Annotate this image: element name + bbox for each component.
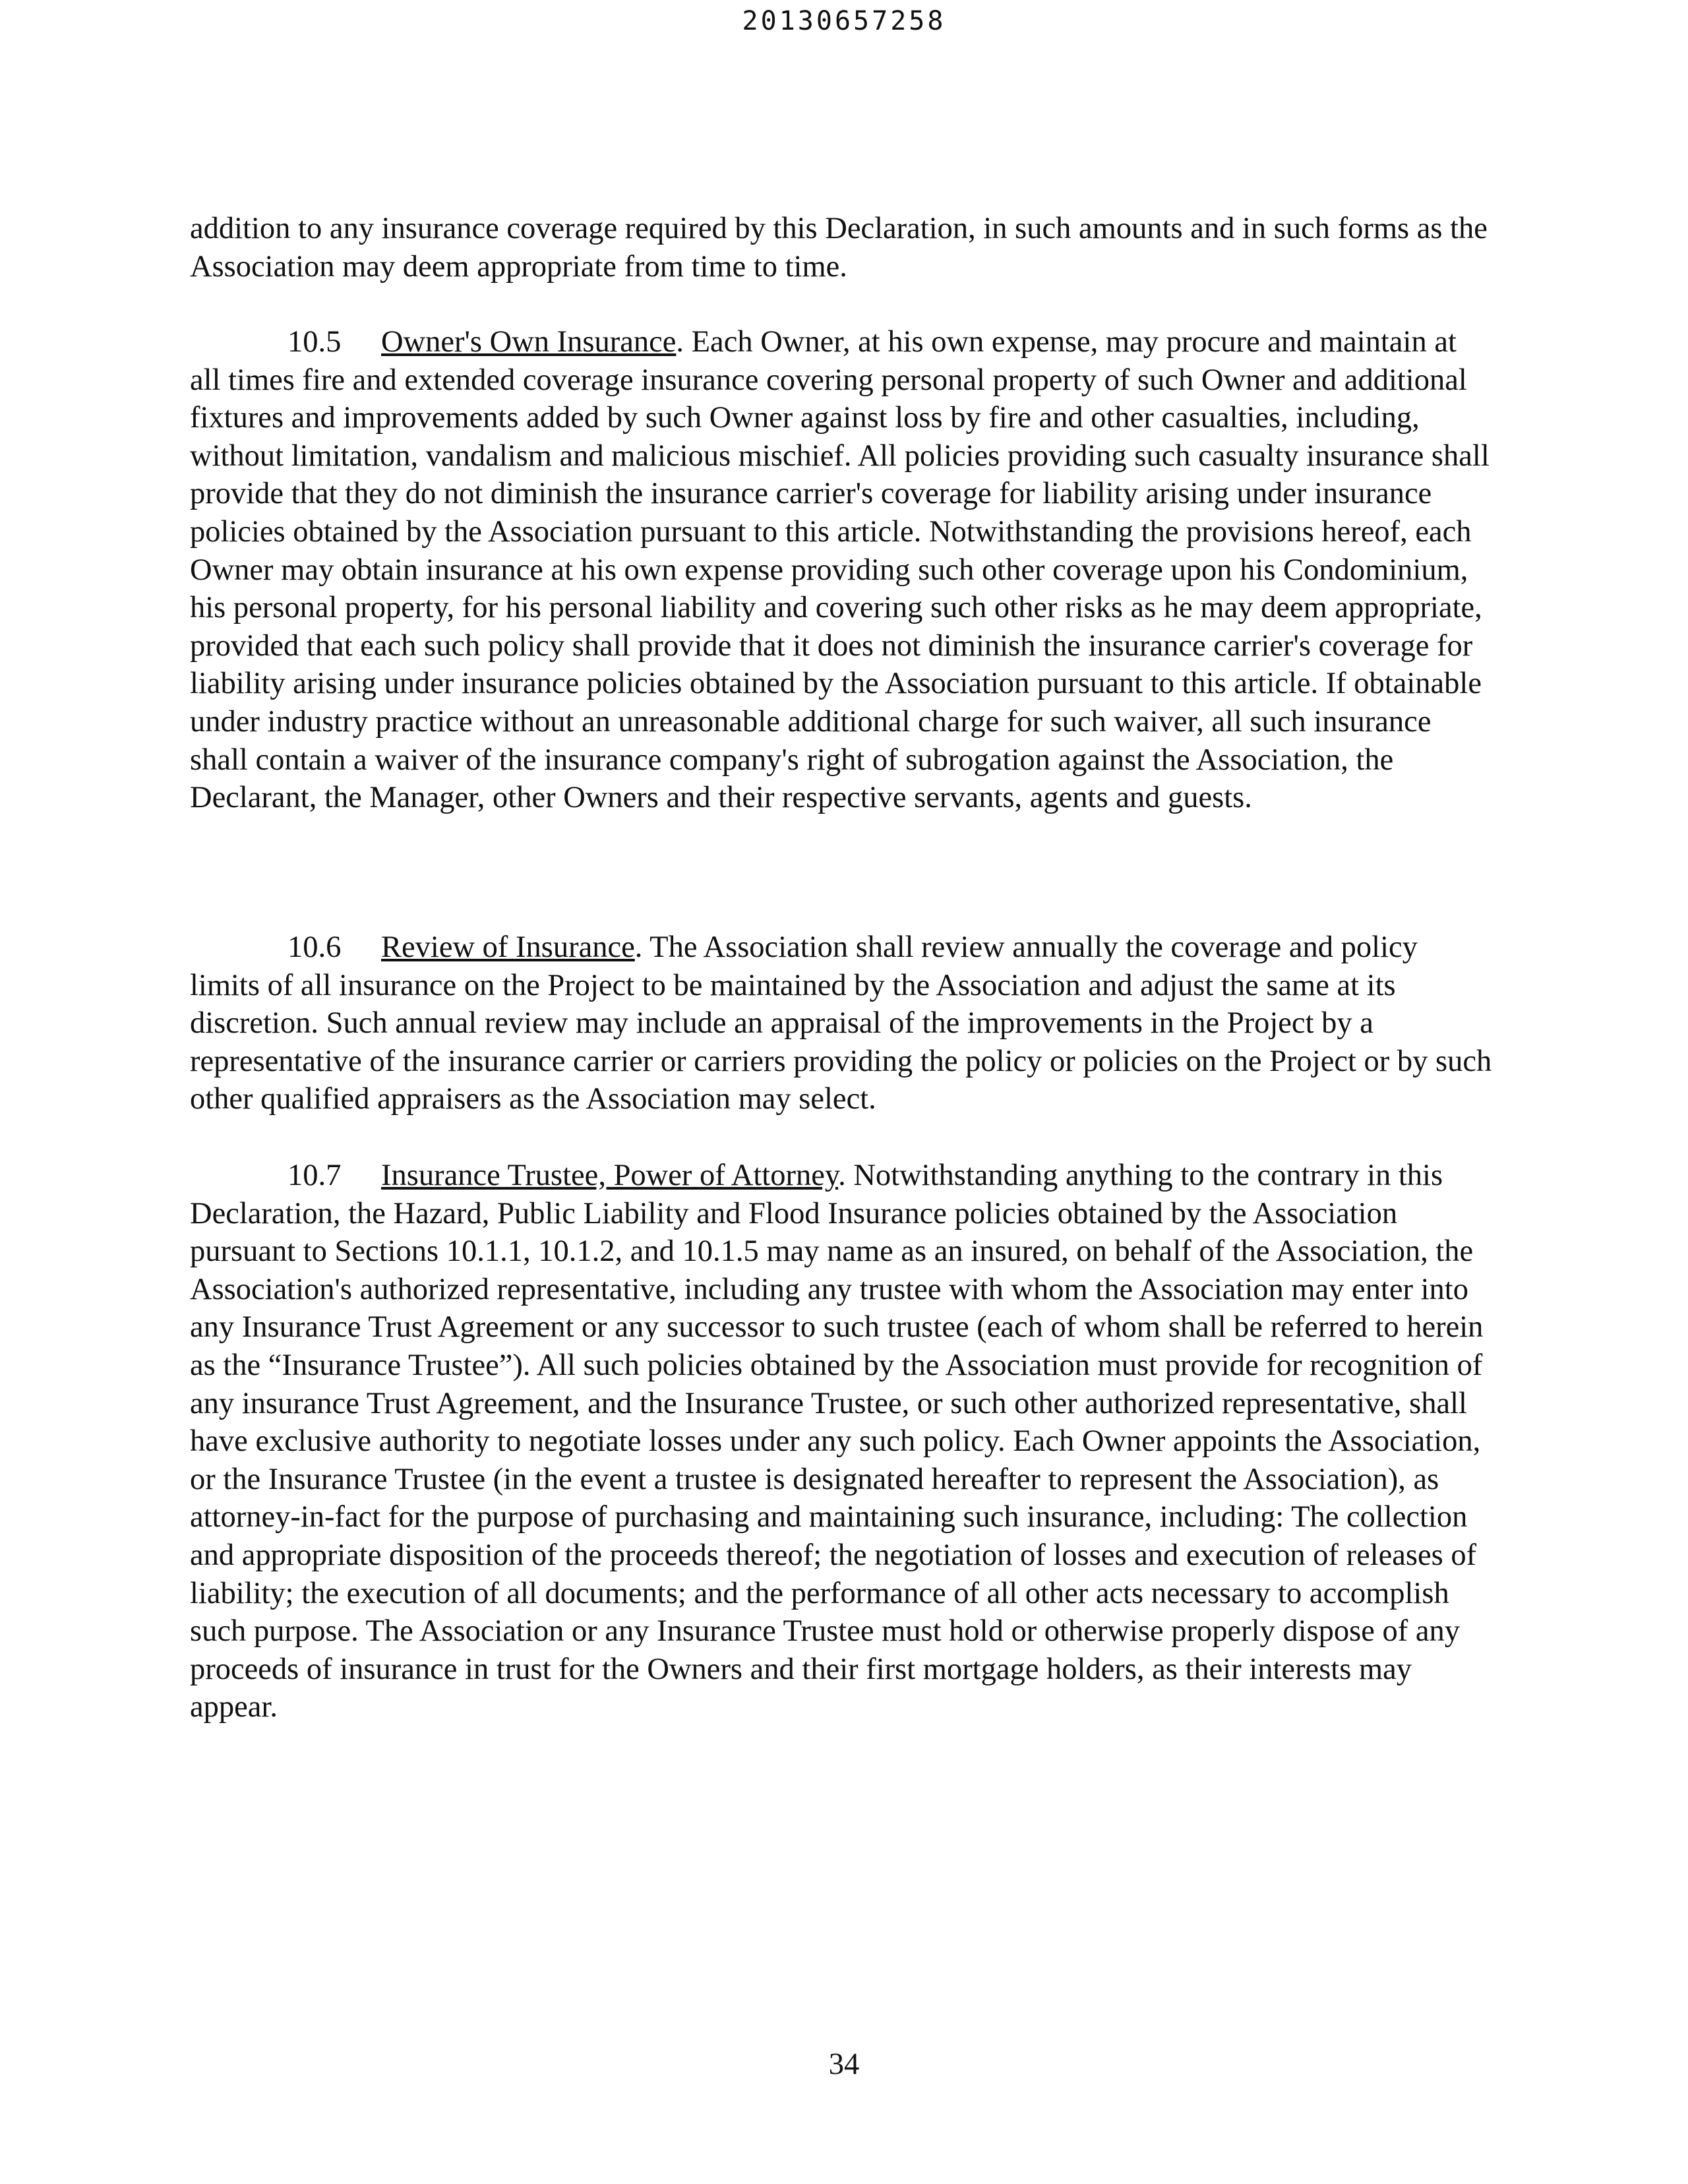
section-number: 10.7 [287,1159,342,1192]
section-number: 10.5 [287,325,342,359]
section-10-5 [190,323,1492,817]
section-heading: Insurance Trustee, Power of Attorney [381,1159,839,1192]
section-number: 10.6 [287,930,342,964]
section-10-6 [190,928,1492,1118]
paragraph-continued [190,210,1492,286]
section-text: . Notwithstanding anything to the contrary in this Declaration, the Hazard, Public Liability and Flood Insurance policies obtained by the Association pursuant to Sections 10.1.1, 10.1.2, and 10.1.5 may name as an insured, on behalf of the Association, the Association's authorized representative, including any trustee with whom the Association may enter into any Insurance Trust Agreement or any successor to such trustee (each of whom shall be referred to herein as the “Insurance Trustee”). All such policies obtained by the Association must provide for recognition of any insurance Trust Agreement, and the Insurance Trustee, or such other authorized representative, shall have exclusive authority to negotiate losses under any such policy. Each Owner appoints the Association, or the Insurance Trustee (in the event a trustee is designated hereafter to represent the Association), as attorney-in-fact for the purpose of purchasing and maintaining such insurance, including: The collection and appropriate disposition of the proceeds thereof; the negotiation of losses and execution of releases of liability; the execution of all documents; and the performance of all other acts necessary to accomplish such purpose. The Association or any Insurance Trustee must hold or otherwise properly dispose of any proceeds of insurance in trust for the Owners and their first mortgage holders, as their interests may appear. [190,1159,1484,1724]
section-heading: Review of Insurance [381,930,635,964]
section-text: . The Association shall review annually the coverage and policy limits of all insurance on the Project to be maintained by the Association and adjust the same at its discretion. Such annual review may include an appraisal of the improvements in the Project by a representative of the insurance carrier or carriers providing the policy or policies on the Project or by such other qualified appraisers as the Association may select. [190,930,1492,1116]
section-10-7 [190,1157,1492,1726]
section-text: . Each Owner, at his own expense, may procure and maintain at all times fire and extended coverage insurance covering personal property of such Owner and additional fixtures and improvements added by such Owner against loss by fire and other casualties, including, without limitation, vandalism and malicious mischief. All policies providing such casualty insurance shall provide that they do not diminish the insurance carrier's coverage for liability arising under insurance policies obtained by the Association pursuant to this article. Notwithstanding the provisions hereof, each Owner may obtain insurance at his own expense providing such other coverage upon his Condominium, his personal property, for his personal liability and covering such other risks as he may deem appropriate, provided that each such policy shall provide that it does not diminish the insurance carrier's coverage for liability arising under insurance policies obtained by the Association pursuant to this article. If obtainable under industry practice without an unreasonable additional charge for such waiver, all such insurance shall contain a waiver of the insurance company's right of subrogation against the Association, the Declarant, the Manager, other Owners and their respective servants, agents and guests. [190,325,1490,815]
paragraph-text: addition to any insurance coverage required by this Declaration, in such amounts and in such forms as the Association may deem appropriate from time to time. [190,212,1488,284]
document-number: 20130657258 [742,6,946,36]
page-number: 34 [828,2048,860,2081]
section-heading: Owner's Own Insurance [381,325,677,359]
